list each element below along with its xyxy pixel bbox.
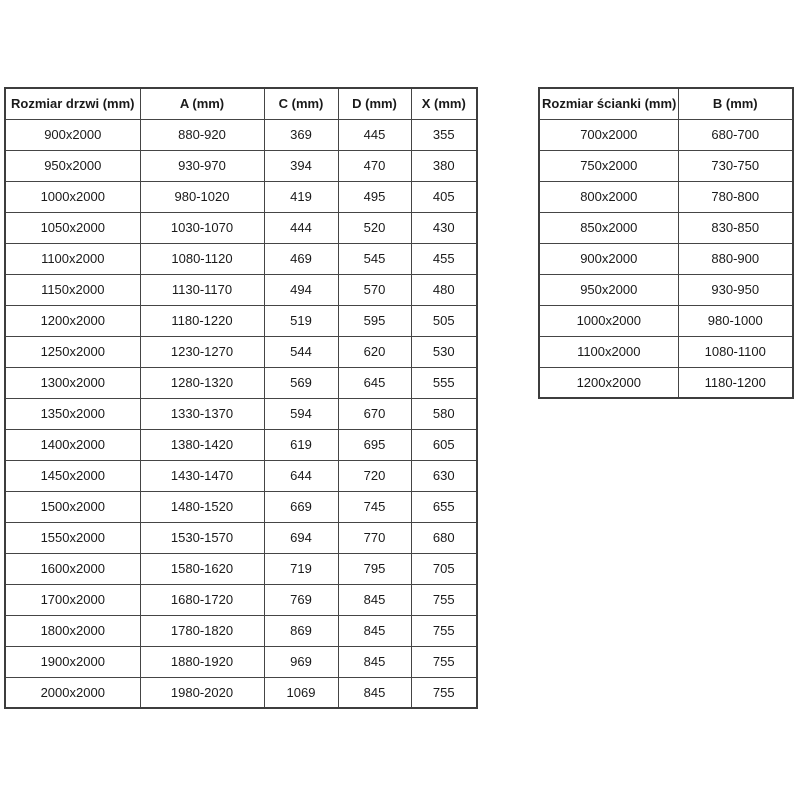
table-cell: 1100x2000 bbox=[539, 336, 678, 367]
table-cell: 770 bbox=[338, 522, 411, 553]
table-cell: 1800x2000 bbox=[5, 615, 140, 646]
table-cell: 969 bbox=[264, 646, 338, 677]
table-cell: 495 bbox=[338, 181, 411, 212]
table-row bbox=[5, 460, 477, 491]
table-cell: 845 bbox=[338, 584, 411, 615]
table-cell: 544 bbox=[264, 336, 338, 367]
table-cell: 780-800 bbox=[678, 181, 793, 212]
table-cell: 1430-1470 bbox=[140, 460, 264, 491]
table-cell: 1200x2000 bbox=[5, 305, 140, 336]
table-cell: 830-850 bbox=[678, 212, 793, 243]
table-cell: 1180-1220 bbox=[140, 305, 264, 336]
table-cell: 670 bbox=[338, 398, 411, 429]
table-cell: 519 bbox=[264, 305, 338, 336]
table-cell: 1180-1200 bbox=[678, 367, 793, 398]
table-cell: 630 bbox=[411, 460, 477, 491]
table-cell: 750x2000 bbox=[539, 150, 678, 181]
table-cell: 494 bbox=[264, 274, 338, 305]
table-cell: 1880-1920 bbox=[140, 646, 264, 677]
table-cell: 680 bbox=[411, 522, 477, 553]
header-row bbox=[5, 88, 477, 119]
table-cell: 1030-1070 bbox=[140, 212, 264, 243]
table-cell: 594 bbox=[264, 398, 338, 429]
table-row bbox=[5, 336, 477, 367]
table-cell: 1500x2000 bbox=[5, 491, 140, 522]
table-cell: 1050x2000 bbox=[5, 212, 140, 243]
table-row bbox=[539, 367, 793, 398]
table-cell: 394 bbox=[264, 150, 338, 181]
table-row bbox=[5, 367, 477, 398]
table-cell: 845 bbox=[338, 615, 411, 646]
table-row bbox=[539, 336, 793, 367]
table-cell: 869 bbox=[264, 615, 338, 646]
table-row bbox=[5, 305, 477, 336]
table-row bbox=[5, 677, 477, 708]
table-cell: 845 bbox=[338, 646, 411, 677]
table-cell: 680-700 bbox=[678, 119, 793, 150]
table-cell: 1980-2020 bbox=[140, 677, 264, 708]
table-cell: 880-900 bbox=[678, 243, 793, 274]
table-cell: 719 bbox=[264, 553, 338, 584]
table-cell: 605 bbox=[411, 429, 477, 460]
table-row bbox=[539, 119, 793, 150]
table-cell: 469 bbox=[264, 243, 338, 274]
table-cell: 900x2000 bbox=[539, 243, 678, 274]
table-row bbox=[539, 150, 793, 181]
table-row bbox=[5, 615, 477, 646]
table-cell: 545 bbox=[338, 243, 411, 274]
column-header: X (mm) bbox=[411, 88, 477, 119]
table-row bbox=[5, 398, 477, 429]
table-cell: 620 bbox=[338, 336, 411, 367]
table-cell: 380 bbox=[411, 150, 477, 181]
table-cell: 355 bbox=[411, 119, 477, 150]
table-cell: 1530-1570 bbox=[140, 522, 264, 553]
table-cell: 1080-1100 bbox=[678, 336, 793, 367]
table-row bbox=[5, 429, 477, 460]
table-cell: 800x2000 bbox=[539, 181, 678, 212]
table-cell: 419 bbox=[264, 181, 338, 212]
table-cell: 1100x2000 bbox=[5, 243, 140, 274]
table-cell: 405 bbox=[411, 181, 477, 212]
table-cell: 369 bbox=[264, 119, 338, 150]
table-cell: 1200x2000 bbox=[539, 367, 678, 398]
table-cell: 755 bbox=[411, 584, 477, 615]
table-cell: 1780-1820 bbox=[140, 615, 264, 646]
table-row bbox=[539, 243, 793, 274]
table-row bbox=[5, 522, 477, 553]
table-cell: 980-1020 bbox=[140, 181, 264, 212]
table-cell: 745 bbox=[338, 491, 411, 522]
table-cell: 705 bbox=[411, 553, 477, 584]
door-size-table bbox=[4, 87, 478, 709]
table-cell: 1069 bbox=[264, 677, 338, 708]
table-row bbox=[5, 212, 477, 243]
table-cell: 950x2000 bbox=[5, 150, 140, 181]
table-cell: 950x2000 bbox=[539, 274, 678, 305]
table-cell: 619 bbox=[264, 429, 338, 460]
table-cell: 980-1000 bbox=[678, 305, 793, 336]
table-cell: 880-920 bbox=[140, 119, 264, 150]
table-cell: 1080-1120 bbox=[140, 243, 264, 274]
table-cell: 444 bbox=[264, 212, 338, 243]
table-cell: 795 bbox=[338, 553, 411, 584]
table-cell: 755 bbox=[411, 646, 477, 677]
table-cell: 1550x2000 bbox=[5, 522, 140, 553]
table-cell: 1350x2000 bbox=[5, 398, 140, 429]
table-cell: 1130-1170 bbox=[140, 274, 264, 305]
table-cell: 480 bbox=[411, 274, 477, 305]
table-cell: 1680-1720 bbox=[140, 584, 264, 615]
table-cell: 520 bbox=[338, 212, 411, 243]
table-cell: 595 bbox=[338, 305, 411, 336]
table-cell: 1700x2000 bbox=[5, 584, 140, 615]
table-cell: 1580-1620 bbox=[140, 553, 264, 584]
table-cell: 900x2000 bbox=[5, 119, 140, 150]
table-cell: 845 bbox=[338, 677, 411, 708]
table-row bbox=[5, 150, 477, 181]
table-cell: 569 bbox=[264, 367, 338, 398]
table-cell: 1400x2000 bbox=[5, 429, 140, 460]
table-row bbox=[5, 646, 477, 677]
column-header: A (mm) bbox=[140, 88, 264, 119]
table-cell: 1150x2000 bbox=[5, 274, 140, 305]
table-cell: 930-950 bbox=[678, 274, 793, 305]
table-cell: 580 bbox=[411, 398, 477, 429]
column-header: C (mm) bbox=[264, 88, 338, 119]
table-cell: 700x2000 bbox=[539, 119, 678, 150]
column-header: Rozmiar ścianki (mm) bbox=[539, 88, 678, 119]
table-cell: 570 bbox=[338, 274, 411, 305]
table-row bbox=[5, 553, 477, 584]
header-row bbox=[539, 88, 793, 119]
table-cell: 694 bbox=[264, 522, 338, 553]
table-cell: 755 bbox=[411, 677, 477, 708]
column-header: B (mm) bbox=[678, 88, 793, 119]
table-cell: 720 bbox=[338, 460, 411, 491]
table-cell: 655 bbox=[411, 491, 477, 522]
table-cell: 555 bbox=[411, 367, 477, 398]
table-cell: 1250x2000 bbox=[5, 336, 140, 367]
table-cell: 455 bbox=[411, 243, 477, 274]
table-row bbox=[539, 212, 793, 243]
table-row bbox=[539, 181, 793, 212]
table-row bbox=[539, 274, 793, 305]
table-row bbox=[5, 243, 477, 274]
table-row bbox=[5, 119, 477, 150]
table-cell: 850x2000 bbox=[539, 212, 678, 243]
table-cell: 1480-1520 bbox=[140, 491, 264, 522]
column-header: D (mm) bbox=[338, 88, 411, 119]
table-cell: 470 bbox=[338, 150, 411, 181]
table-cell: 1230-1270 bbox=[140, 336, 264, 367]
table-cell: 1450x2000 bbox=[5, 460, 140, 491]
wall-panel-size-table bbox=[538, 87, 794, 399]
table-cell: 1280-1320 bbox=[140, 367, 264, 398]
table-cell: 755 bbox=[411, 615, 477, 646]
table-row bbox=[5, 181, 477, 212]
table-cell: 930-970 bbox=[140, 150, 264, 181]
table-cell: 1000x2000 bbox=[5, 181, 140, 212]
table-cell: 730-750 bbox=[678, 150, 793, 181]
table-row bbox=[5, 274, 477, 305]
table-cell: 430 bbox=[411, 212, 477, 243]
table-cell: 1600x2000 bbox=[5, 553, 140, 584]
table-cell: 505 bbox=[411, 305, 477, 336]
table-cell: 1000x2000 bbox=[539, 305, 678, 336]
table-cell: 1380-1420 bbox=[140, 429, 264, 460]
table-cell: 1330-1370 bbox=[140, 398, 264, 429]
table-cell: 695 bbox=[338, 429, 411, 460]
table-cell: 644 bbox=[264, 460, 338, 491]
table-cell: 645 bbox=[338, 367, 411, 398]
table-cell: 669 bbox=[264, 491, 338, 522]
table-cell: 1900x2000 bbox=[5, 646, 140, 677]
table-row bbox=[539, 305, 793, 336]
table-row bbox=[5, 584, 477, 615]
table-cell: 1300x2000 bbox=[5, 367, 140, 398]
table-cell: 530 bbox=[411, 336, 477, 367]
table-cell: 445 bbox=[338, 119, 411, 150]
table-cell: 769 bbox=[264, 584, 338, 615]
table-row bbox=[5, 491, 477, 522]
table-cell: 2000x2000 bbox=[5, 677, 140, 708]
column-header: Rozmiar drzwi (mm) bbox=[5, 88, 140, 119]
